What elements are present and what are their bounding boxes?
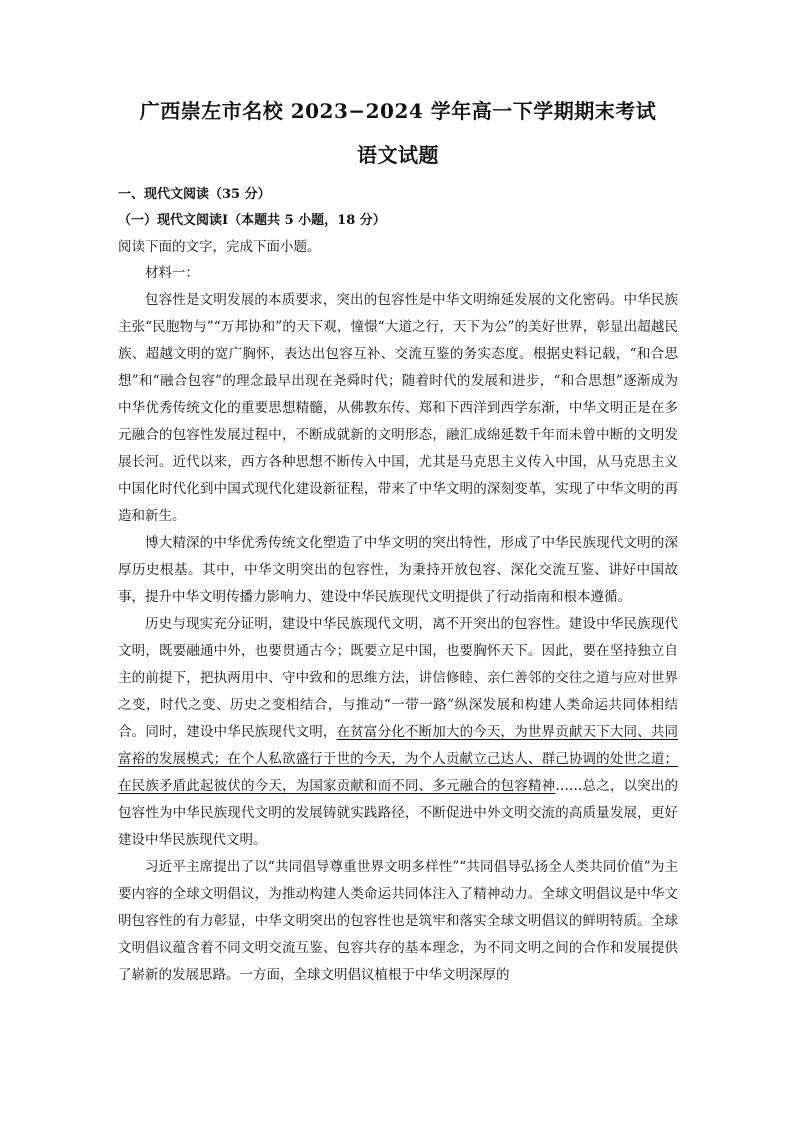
- exam-page: [118, 96, 678, 989]
- reading-instruction: 阅读下面的文字，完成下面小题。: [118, 239, 321, 255]
- paragraph-1: 包容性是文明发展的本质要求，突出的包容性是中华文明绵延发展的文化密码。中华民族主张“民胞物与”“万邦协和”的天下观，憧憬“大道之行，天下为公”的美好世界，彰显出超越民族、超越文明的宽广胸怀，表达出包容互补、交流互鉴的务实态度。根据史料记载，“和合思想”和“融合包容”的理念最早出现在尧舜时代；随着时代的发展和进步，“和合思想”逐渐成为中华优秀传统文化的重要思想精髓，从佛教东传、郑和下西洋到西学东渐，中华文明正是在多元融合的包容性发展过程中，不断成就新的文明形态，融汇成绵延数千年而未曾中断的文明发展长河。近代以来，西方各种思想不断传入中国，尤其是马克思主义传入中国，从马克思主义中国化时代化到中国式现代化建设新征程，带来了中华文明的深刻变革，实现了中华文明的再造和新生。: [118, 292, 678, 524]
- paragraph-3-text-before: 历史与现实充分证明，建设中华民族现代文明，离不开突出的包容性。建设中华民族现代文明，既要融通中外，也要贯通古今；既要立足中国，也要胸怀天下。因此，要在坚持独立自主的前提下，把执两用中、守中致和的思维方法，讲信修睦、亲仁善邻的交往之道与应对世界之变，时代之变、历史之变相结合，与推动“一带一路”纵深发展和构建人类命运共同体相结合。同时，建设中华民族现代文明，: [118, 616, 678, 740]
- underlined-passage: 在贫富分化不断加大的今天，为世界贡献天下大同、共同富裕的发展模式；在个人私欲盛行于世的今天，为个人贡献立己达人、群己协调的处世之道；在民族矛盾此起彼伏的今天，为国家贡献和而不同、多元融合的包容精神: [118, 724, 679, 794]
- subsection-heading: （一）现代文阅读Ⅰ（本题共 5 小题，18 分）: [118, 213, 386, 228]
- exam-title: 广西崇左市名校 2023−2024 学年高一下学期期末考试: [139, 99, 657, 123]
- paragraph-3: [118, 611, 678, 854]
- section-heading: 一、现代文阅读（35 分）: [118, 187, 271, 202]
- exam-subject-title: 语文试题: [357, 143, 439, 167]
- paragraph-3-text-after: ……总之，以突出的包容性为中华民族现代文明的发展铸就实践路径，不断促进中外文明交流的高质量发展，更好建设中华民族现代文明。: [118, 778, 679, 848]
- paragraph-2: 博大精深的中华优秀传统文化塑造了中华文明的突出特性，形成了中华民族现代文明的深厚历史根基。其中，中华文明突出的包容性，为秉持开放包容、深化交流互鉴、讲好中国故事，提升中华文明传播力影响力、建设中华民族现代文明提供了行动指南和根本遵循。: [118, 535, 678, 605]
- paragraph-4: 习近平主席提出了以“共同倡导尊重世界文明多样性”“共同倡导弘扬全人类共同价值”为主要内容的全球文明倡议，为推动构建人类命运共同体注入了精神动力。全球文明倡议是中华文明包容性的有力彰显，中华文明突出的包容性也是筑牢和落实全球文明倡议的鲜明特质。全球文明倡议蕴含着不同文明交流互鉴、包容共存的基本理念，为不同文明之间的合作和发展提供了崭新的发展思路。一方面，全球文明倡议植根于中华文明深厚的: [118, 859, 678, 983]
- material-label: 材料一：: [145, 265, 199, 281]
